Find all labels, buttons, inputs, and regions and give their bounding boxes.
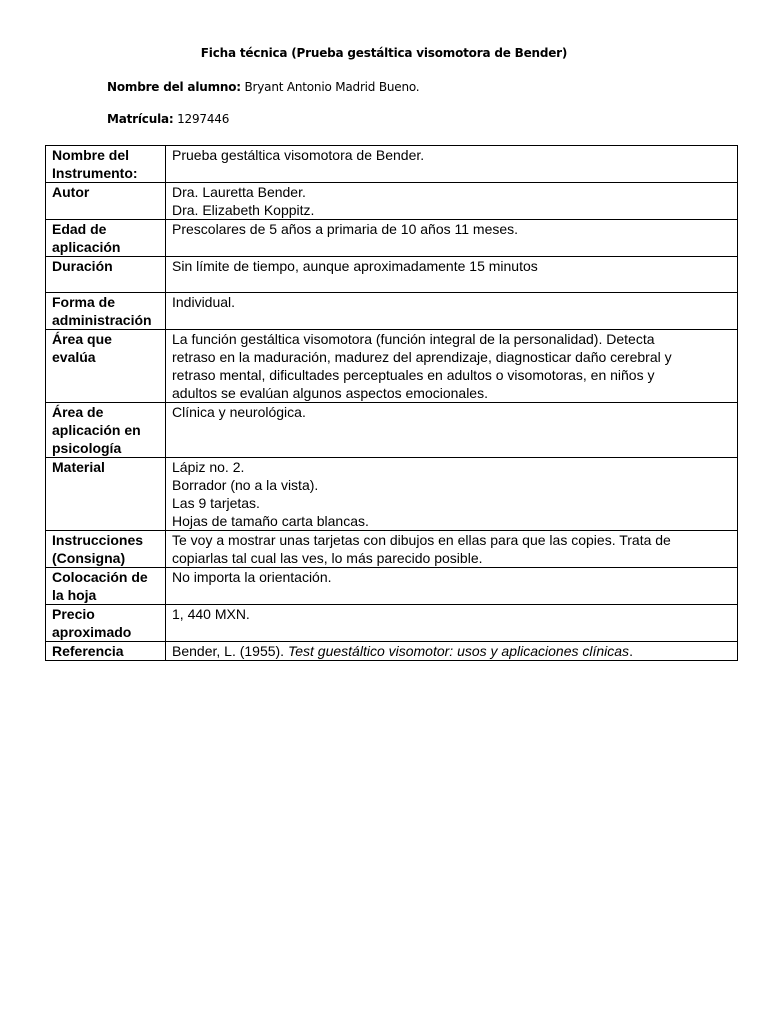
row-label [46,642,166,661]
label-line: (Consigna) [52,550,126,566]
value-line: retraso en la maduración, madurez del aprendizaje, diagnosticar daño cerebral y [172,349,672,365]
value-line: Prueba gestáltica visomotora de Bender. [172,147,425,163]
row-value [166,403,738,458]
reference-suffix: . [629,643,633,659]
label-line: aproximado [52,624,132,640]
row-label [46,458,166,531]
label-line: psicología [52,440,122,456]
label-line: Instrucciones [52,532,144,548]
row-label [46,330,166,403]
row-value [166,458,738,531]
row-value [166,605,738,642]
label-line: Instrumento: [52,165,138,181]
value-line: Dra. Elizabeth Koppitz. [172,202,315,218]
row-label [46,403,166,458]
row-label [46,568,166,605]
label-line: Precio [52,606,95,622]
label-line: Referencia [52,643,124,659]
table-row [46,146,738,183]
value-line: retraso mental, dificultades perceptuales en adultos o visomotoras, en niños y [172,367,655,383]
value-line: Las 9 tarjetas. [172,495,260,511]
row-value [166,568,738,605]
row-label [46,257,166,293]
value-line: Individual. [172,294,236,310]
table-row [46,220,738,257]
row-value [166,183,738,220]
technical-sheet-table [45,145,738,661]
row-label [46,531,166,568]
label-line: Nombre del [52,147,130,163]
row-label [46,293,166,330]
label-line: Material [52,459,105,475]
row-label [46,605,166,642]
label-line: aplicación [52,239,121,255]
row-value [166,220,738,257]
row-value [166,330,738,403]
value-line: 1, 440 MXN. [172,606,250,622]
table-row [46,531,738,568]
table-row [46,257,738,293]
table-row [46,330,738,403]
reference-prefix: Bender, L. (1955). [172,643,288,659]
value-line: Dra. Lauretta Bender. [172,184,306,200]
row-value [166,146,738,183]
student-id-value: 1297446 [177,112,230,126]
row-label [46,146,166,183]
page-title: Ficha técnica (Prueba gestáltica visomotora de Bender) [200,46,568,60]
value-line: Clínica y neurológica. [172,404,306,420]
label-line: aplicación en [52,422,141,438]
label-line: Colocación de [52,569,148,585]
table-row [46,605,738,642]
label-line: Autor [52,184,90,200]
value-line: copiarlas tal cual las ves, lo más parecido posible. [172,550,483,566]
student-id-label: Matrícula: [107,112,174,126]
table-row [46,183,738,220]
label-line: evalúa [52,349,96,365]
value-line: Hojas de tamaño carta blancas. [172,513,369,529]
value-line: Lápiz no. 2. [172,459,245,475]
student-name-line [107,80,419,94]
row-value [166,293,738,330]
label-line: Área que [52,331,112,347]
value-line: Sin límite de tiempo, aunque aproximadamente 15 minutos [172,258,538,274]
label-line: Edad de [52,221,107,237]
table-row [46,458,738,531]
value-line: Te voy a mostrar unas tarjetas con dibujos en ellas para que las copies. Trata de [172,532,671,548]
table-row [46,642,738,661]
value-line: Borrador (no a la vista). [172,477,319,493]
value-line: adultos se evalúan algunos aspectos emocionales. [172,385,488,401]
student-name-value: Bryant Antonio Madrid Bueno. [244,80,420,94]
reference-title: Test guestáltico visomotor: usos y aplicaciones clínicas [287,643,630,659]
label-line: la hoja [52,587,97,603]
label-line: administración [52,312,152,328]
label-line: Duración [52,258,113,274]
value-line: Prescolares de 5 años a primaria de 10 años 11 meses. [172,221,519,237]
value-line: La función gestáltica visomotora (función integral de la personalidad). Detecta [172,331,655,347]
value-line: No importa la orientación. [172,569,332,585]
student-name-label: Nombre del alumno: [107,80,241,94]
row-value [166,257,738,293]
reference-value [166,642,738,661]
student-id-line [107,112,229,126]
row-label [46,183,166,220]
row-value [166,531,738,568]
row-label [46,220,166,257]
label-line: Área de [52,404,104,420]
table-row [46,293,738,330]
table-row [46,403,738,458]
table-row [46,568,738,605]
label-line: Forma de [52,294,116,310]
